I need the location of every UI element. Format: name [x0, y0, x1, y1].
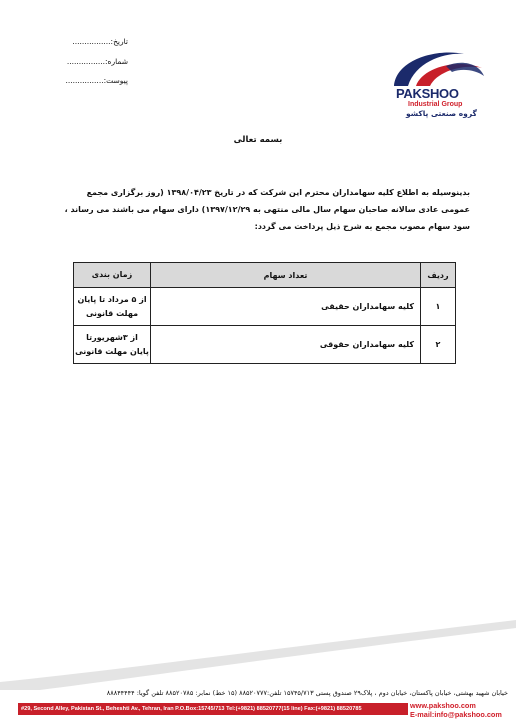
row-schedule	[74, 288, 151, 326]
website-link[interactable]: www.pakshoo.com	[410, 701, 476, 710]
schedule-line: مهلت قانونی	[85, 308, 139, 318]
attachment-dots: ................	[65, 76, 104, 85]
schedule-line: پایان مهلت قانونی	[75, 346, 149, 356]
footer-address-fa: خیابان شهید بهشتی، خیابان پاکستان، خیابان دوم ، پلاک۲۹ صندوق پستی ۱۵۷۴۵/۷۱۳ تلفن:۸۸۵۲۰۷۷۷ (۱۵ خط) نمابر: ۸۸۵۲۰۷۸۵ تلفن گویا: ۸۸۸۴۴۴۴۴	[106, 689, 508, 697]
number-dots: ................	[66, 56, 106, 66]
logo-brand: PAKSHOO	[396, 86, 459, 101]
row-index: ۱	[421, 288, 456, 326]
schedule-line: از ۵ مرداد تا پایان	[77, 294, 147, 304]
number-label: شماره:	[105, 56, 128, 66]
footer-contact	[410, 701, 502, 719]
number-line	[48, 52, 128, 72]
attachment-line	[48, 71, 128, 91]
page-title: بسمه تعالی	[233, 135, 283, 145]
header-schedule: زمان بندی	[74, 263, 151, 288]
date-line	[48, 32, 128, 52]
footer-address-en-bar	[18, 703, 408, 715]
dividend-table	[73, 262, 456, 364]
announcement-body: بدینوسیله به اطلاع کلیه سهامداران محترم این شرکت که در تاریخ ۱۳۹۸/۰۴/۲۳ (روز برگزاری مجمع عمومی عادی سالانه صاحبان سهام سال مالی منتهی به ۱۳۹۷/۱۲/۲۹) دارای سهام می باشند می رساند ، سود سهام مصوب مجمع به شرح ذیل پرداخت می گردد:	[64, 188, 470, 231]
footer-address-en: #29, Second Alley, Pakistan St., Beheshti Av., Tehran, Iran P.O.Box:15745/713 Tel:(+9821) 88520777(15 line) Fax:(+9821) 88520785	[21, 706, 362, 712]
table-header-row	[74, 263, 456, 288]
header-index: ردیف	[421, 263, 456, 288]
company-logo	[386, 46, 486, 126]
schedule-line: از ۳شهریورتا	[86, 332, 138, 342]
table-row	[74, 288, 456, 326]
attachment-label: پیوست:	[103, 76, 128, 85]
document-meta	[48, 32, 128, 91]
logo-subtitle-en: Industrial Group	[408, 101, 463, 108]
row-holders: کلیه سهامداران حقیقی	[151, 288, 421, 326]
row-index: ۲	[421, 326, 456, 364]
email-link[interactable]: E-mail:info@pakshoo.com	[410, 710, 502, 719]
row-schedule	[74, 326, 151, 364]
date-label: تاریخ:	[110, 37, 128, 46]
date-dots: ................	[72, 37, 111, 46]
header-shares: تعداد سهام	[151, 263, 421, 288]
logo-subtitle-fa: گروه صنعتی پاکشو	[406, 109, 477, 118]
row-holders: کلیه سهامداران حقوقی	[151, 326, 421, 364]
footer-swoosh-icon	[0, 620, 516, 690]
table-row	[74, 326, 456, 364]
